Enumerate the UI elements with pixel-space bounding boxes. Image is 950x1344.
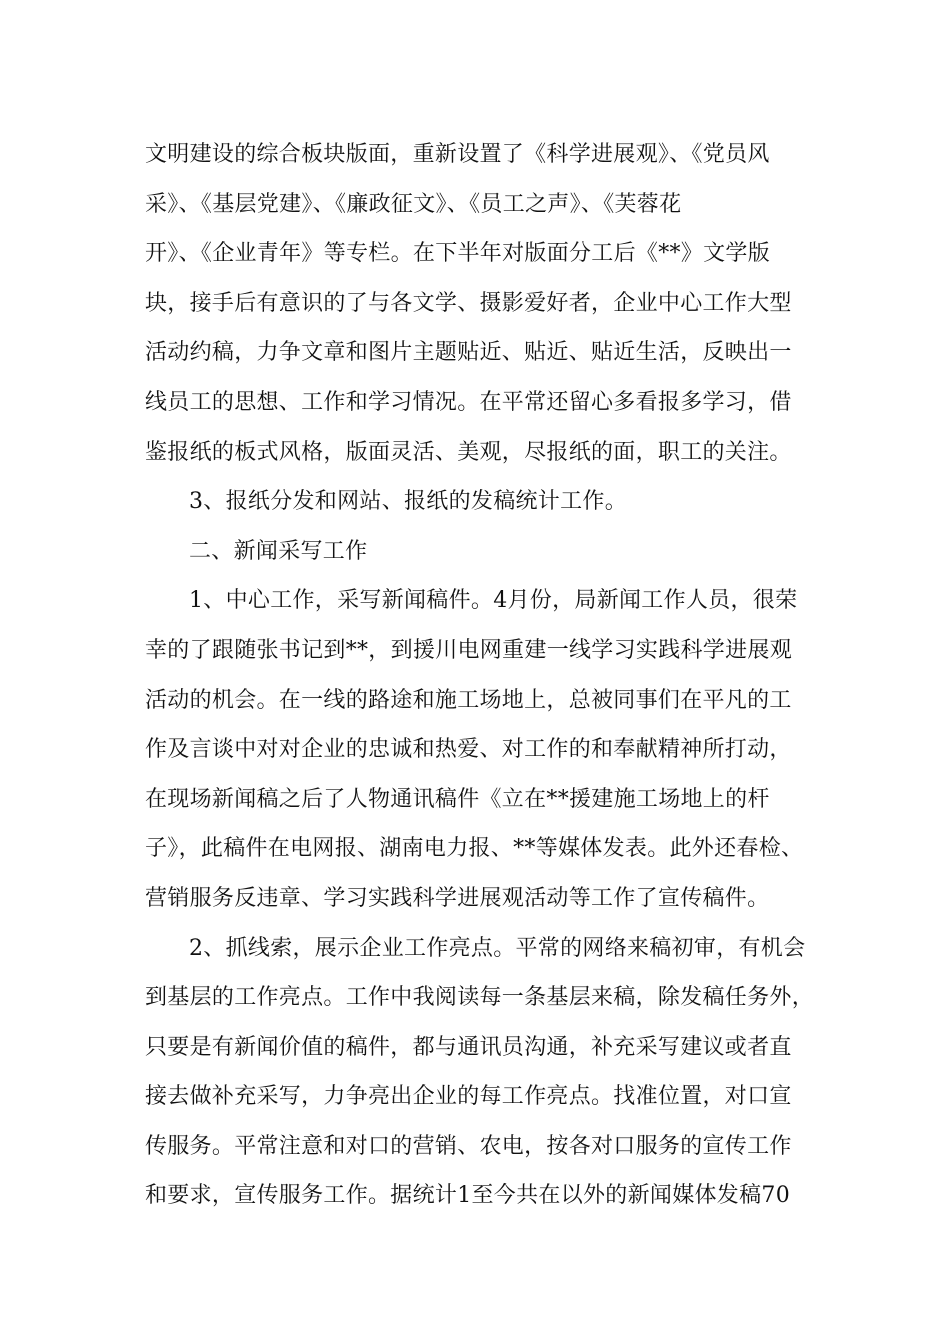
text-line: 二、新闻采写工作 [189,538,368,564]
text-line: 营销服务反违章、学习实践科学进展观活动等工作了宣传稿件。 [145,885,770,911]
text-line: 3、报纸分发和网站、报纸的发稿统计工作。 [189,489,627,515]
text-line: 块，接手后有意识的了与各文学、摄影爱好者，企业中心工作大型 [145,290,792,316]
text-line: 活动的机会。在一线的路途和施工场地上，总被同事们在平凡的工 [145,687,792,713]
text-line: 幸的了跟随张书记到**，到援川电网重建一线学习实践科学进展观 [145,637,793,663]
text-line: 只要是有新闻价值的稿件，都与通讯员沟通，补充采写建议或者直 [145,1034,792,1060]
text-line: 作及言谈中对对企业的忠诚和热爱、对工作的和奉献精神所打动， [145,737,792,763]
text-line: 2、抓线索，展示企业工作亮点。平常的网络来稿初审，有机会 [189,935,806,961]
text-line: 和要求，宣传服务工作。据统计1至今共在以外的新闻媒体发稿70 [145,1183,790,1209]
text-line: 到基层的工作亮点。工作中我阅读每一条基层来稿，除发稿任务外， [145,985,815,1011]
text-line: 文明建设的综合板块版面，重新设置了《科学进展观》、《党员风 [145,142,770,167]
text-line: 接去做补充采写，力争亮出企业的每工作亮点。找准位置，对口宣 [145,1084,792,1110]
text-line: 1、中心工作，采写新闻稿件。4月份，局新闻工作人员，很荣 [189,588,798,614]
text-line: 线员工的思想、工作和学习情况。在平常还留心多看报多学习，借 [145,389,792,415]
text-line: 开》、《企业青年》等专栏。在下半年对版面分工后《**》文学版 [145,241,771,267]
text-line: 活动约稿，力争文章和图片主题贴近、贴近、贴近生活，反映出一 [145,340,792,366]
document-body [145,130,815,1221]
text-line: 在现场新闻稿之后了人物通讯稿件《立在**援建施工场地上的杆 [145,786,770,812]
text-line: 鉴报纸的板式风格，版面灵活、美观，尽报纸的面，职工的关注。 [145,439,792,465]
text-line: 子》，此稿件在电网报、湖南电力报、**等媒体发表。此外还春检、 [145,836,804,862]
text-line: 采》、《基层党建》、《廉政征文》、《员工之声》、《芙蓉花 [145,191,682,217]
text-line: 传服务。平常注意和对口的营销、农电，按各对口服务的宣传工作 [145,1133,792,1159]
